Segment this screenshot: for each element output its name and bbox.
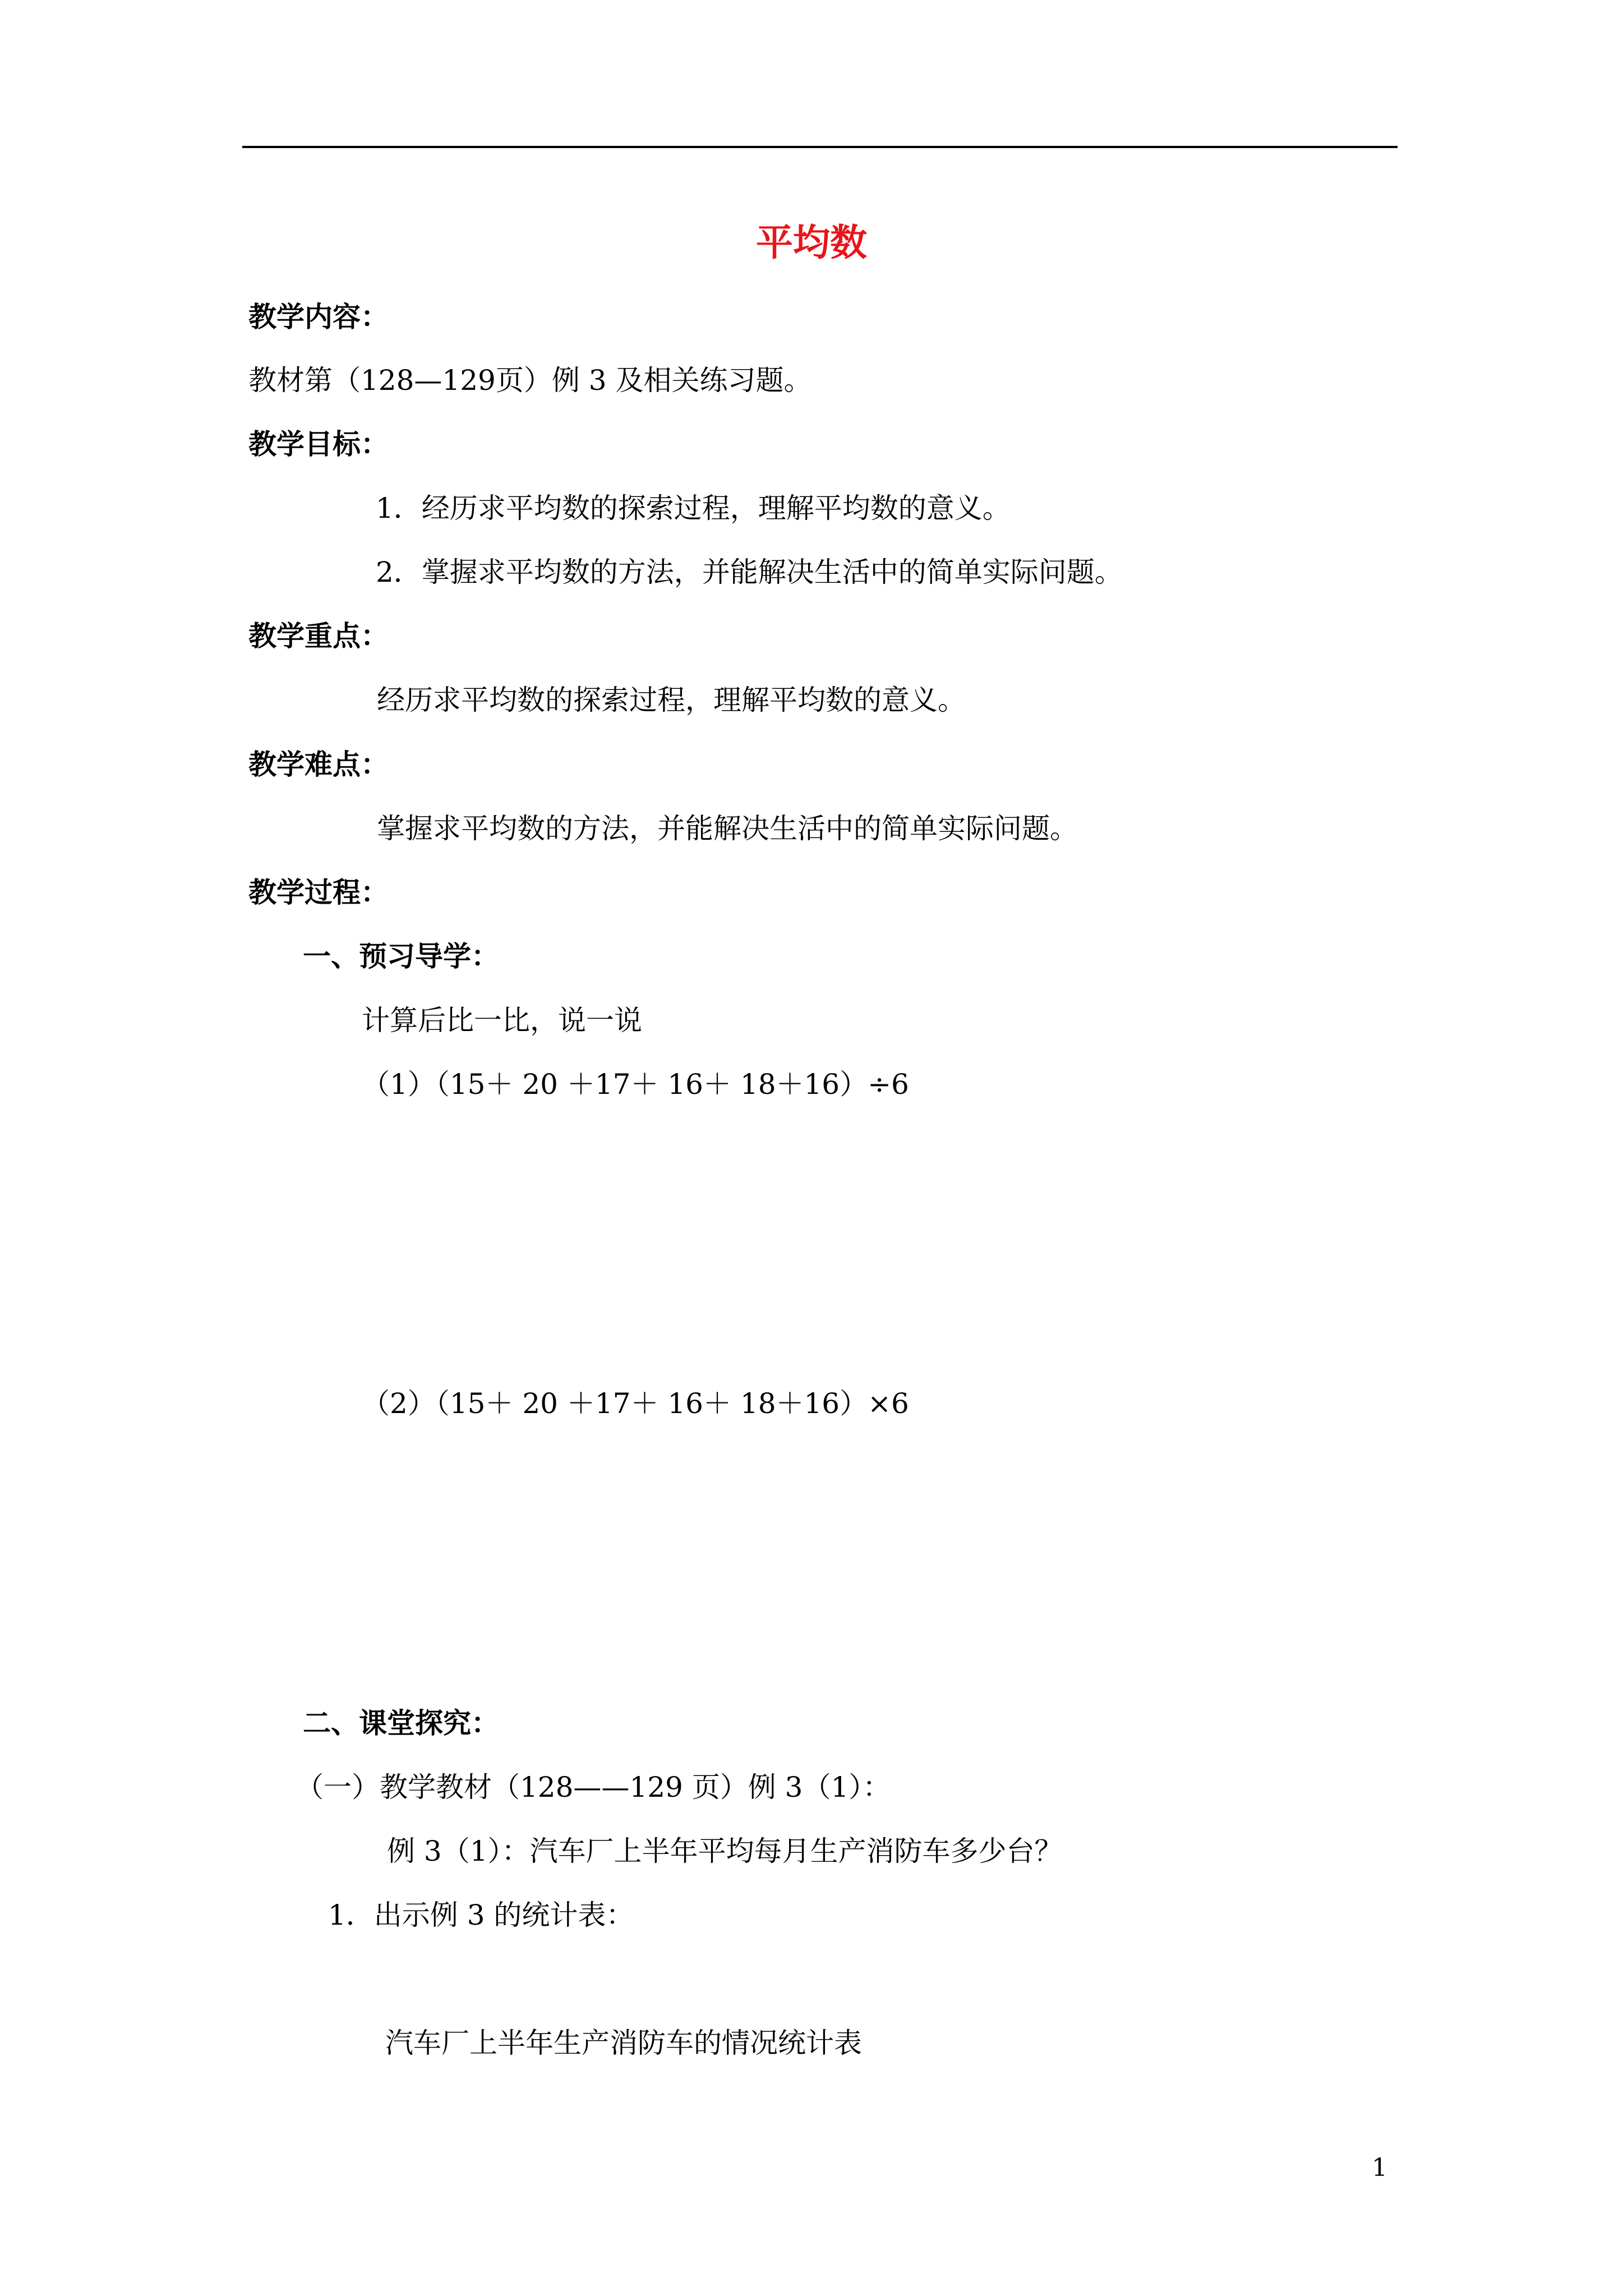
content-heading: 教学内容： — [248, 300, 389, 333]
table-caption: 汽车厂上半年生产消防车的情况统计表 — [385, 2027, 862, 2059]
example-text: 例 3（1）：汽车厂上半年平均每月生产消防车多少台？ — [387, 1835, 1063, 1867]
goal-item-1: 1．经历求平均数的探索过程，理解平均数的意义。 — [376, 492, 1011, 524]
explore-heading: 二、课堂探究： — [303, 1706, 499, 1740]
key-heading: 教学重点： — [248, 619, 389, 652]
key-text: 经历求平均数的探索过程，理解平均数的意义。 — [377, 684, 966, 716]
preview-intro: 计算后比一比，说一说 — [362, 1004, 642, 1037]
page-title: 平均数 — [756, 220, 867, 264]
exercise-1: （1）（15＋ 20 ＋17＋ 16＋ 18＋16）÷6 — [362, 1068, 909, 1101]
preview-heading: 一、预习导学： — [303, 940, 499, 973]
difficulty-text: 掌握求平均数的方法，并能解决生活中的简单实际问题。 — [377, 812, 1078, 845]
page-number: 1 — [1372, 2154, 1387, 2182]
goals-heading: 教学目标： — [248, 427, 389, 461]
difficulty-heading: 教学难点： — [248, 748, 389, 781]
goal-item-2: 2．掌握求平均数的方法，并能解决生活中的简单实际问题。 — [376, 556, 1123, 588]
process-heading: 教学过程： — [248, 876, 389, 909]
header-rule — [242, 146, 1398, 148]
step-1: 1．出示例 3 的统计表： — [328, 1899, 634, 1931]
content-text: 教材第（128—129页）例 3 及相关练习题。 — [248, 364, 812, 397]
explore-part-1: （一）教学教材（128——129 页）例 3（1）： — [296, 1771, 891, 1803]
exercise-2: （2）（15＋ 20 ＋17＋ 16＋ 18＋16）×6 — [362, 1387, 909, 1420]
